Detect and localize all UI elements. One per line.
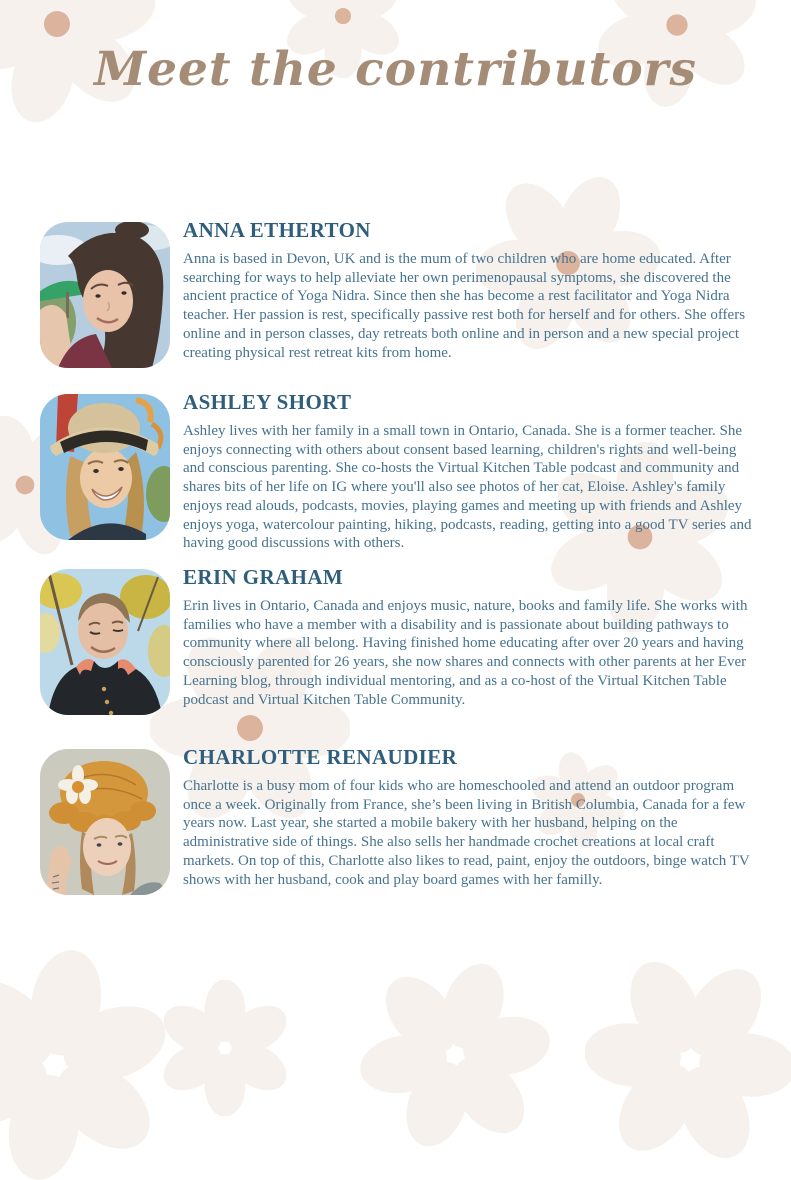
contributor-name: ERIN GRAHAM xyxy=(183,565,344,589)
contributor-name: CHARLOTTE RENAUDIER xyxy=(183,745,458,769)
contributor-bio: Charlotte is a busy mom of four kids who are homeschooled and attend an outdoor program once a week. Originally from France, she’s been living in British Columbia, Canada for a few years now. Last year, she started a mobile bakery with her husband, helping on the administrative side of things. She also sells her handmade crochet creations at local craft markets. On top of this, Charlotte also likes to read, paint, enjoy the outdoors, binge watch TV shows with her husband, cook and play board games with her familly. xyxy=(183,778,750,888)
daisy-flower-icon xyxy=(157,980,293,1116)
erin-portrait-illustration xyxy=(40,569,170,715)
contributor-name: ASHLEY SHORT xyxy=(183,390,352,414)
contributor-section-charlotte xyxy=(40,745,759,895)
contributor-section-erin xyxy=(40,565,759,715)
ashley-portrait-illustration xyxy=(40,394,170,540)
contributor-photo-charlotte xyxy=(40,749,170,895)
contributor-photo-anna xyxy=(40,222,170,368)
page-title: Meet the contributors xyxy=(94,42,697,97)
charlotte-portrait-illustration xyxy=(40,749,170,895)
contributor-bio: Anna is based in Devon, UK and is the mum of two children who are home educated. After searching for ways to help alleviate her own perimenopausal symptoms, she discovered the ancient practice of Yoga Nidra. Since then she has become a rest facilitator and Yoga Nidra teacher. Her passion is rest, specifically passive rest both for herself and for others. She offers online and in person classes, day retreats both online and in person and a new special project creating physical rest retreat kits from home. xyxy=(183,251,746,361)
contributor-section-anna xyxy=(40,218,759,368)
contributor-name: ANNA ETHERTON xyxy=(183,218,371,242)
contributor-bio: Erin lives in Ontario, Canada and enjoys music, nature, books and family life. She works with families who have a member with a disability and is passionate about building pathways to community where all belong. Having finished home educating after over 20 years and having consciously parented for 26 years, she now shares and connects with other parents at her Ever Learning blog, through individual mentoring, and as a co-host of the Virtual Kitchen Table podcast and Virtual Kitchen Table Community. xyxy=(183,598,748,708)
anna-portrait-illustration xyxy=(40,222,170,368)
contributor-photo-ashley xyxy=(40,394,170,540)
contributor-bio: Ashley lives with her family in a small town in Ontario, Canada. She is a former teacher. She enjoys connecting with others about consent based learning, children's rights and well-being and conscious parenting. She co-hosts the Virtual Kitchen Table podcast and community and shares bits of her life on IG where you'll also see photos of her cat, Eloise. Ashley's family enjoys read alouds, podcasts, movies, playing games and meeting up with friends and Ashley enjoys yoga, watercolour painting, hiking, podcasts, reading, getting into a good TV series and having good discussions with others. xyxy=(183,423,752,552)
contributor-section-ashley xyxy=(40,390,759,553)
daisy-flower-icon xyxy=(0,950,170,1180)
daisy-flower-icon xyxy=(360,960,550,1150)
contributor-photo-erin xyxy=(40,569,170,715)
daisy-flower-icon xyxy=(585,955,791,1165)
